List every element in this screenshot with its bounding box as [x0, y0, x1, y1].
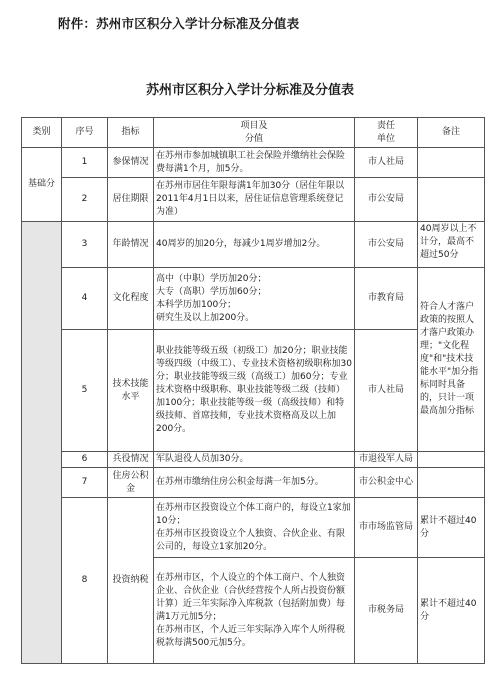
remark-cell: 累计不超过40分 [418, 558, 485, 664]
score-table [21, 117, 485, 664]
seq-cell: 1 [62, 148, 108, 178]
category-cell: 基础分 [22, 148, 62, 222]
indicator-cell: 兵役情况 [108, 452, 154, 468]
indicator-cell: 技术技能水平 [108, 330, 154, 452]
item-cell: 40周岁的加20分，每减少1周岁增加2分。 [154, 222, 355, 268]
header-category: 类别 [22, 118, 62, 148]
header-unit: 责任 单位 [355, 118, 418, 148]
category-cell-blank [22, 222, 62, 664]
remark-cell [418, 148, 485, 178]
indicator-cell: 年龄情况 [108, 222, 154, 268]
header-indicator: 指标 [108, 118, 154, 148]
unit-cell: 市税务局 [355, 558, 418, 664]
unit-cell: 市市场监管局 [355, 498, 418, 558]
item-cell: 在苏州市区投资设立个体工商户的，每设立1家加10分； 在苏州市区投资设立个人独资、合伙企业、有限公司的，每设立1家加20分。 [154, 498, 355, 558]
item-cell: 在苏州市区，个人设立的个体工商户、个人独资企业、合伙企业（合伙经营按个人所占投资份额计算）近三年实际净入库税款（包括附加费）每满1万元加5分； 在苏州市区，个人近三年实际净入库个人所得税税款每满500元加5分。 [154, 558, 355, 664]
unit-cell: 市退役军人局 [355, 452, 418, 468]
remark-cell: 40周岁以上不计分，最高不超过50分 [418, 222, 485, 268]
unit-cell: 市人社局 [355, 330, 418, 452]
indicator-cell: 住房公积金 [108, 468, 154, 498]
indicator-cell: 参保情况 [108, 148, 154, 178]
seq-cell: 8 [62, 498, 108, 664]
table-row [22, 330, 485, 452]
unit-cell: 市公安局 [355, 222, 418, 268]
remark-cell [418, 468, 485, 498]
item-cell: 职业技能等级五级（初级工）加20分；职业技能等级四级（中级工）、专业技术资格初级职称加30分；职业技能等级三级（高级工）加60分；专业技术资格中级职称、职业技能等级二级（技师）加100分；职业技能等级一级（高级技师）和特级技师、首席技师，专业技术资格高及以上加200分。 [154, 330, 355, 452]
seq-cell: 7 [62, 468, 108, 498]
indicator-cell: 投资纳税 [108, 498, 154, 664]
remark-cell: 符合人才落户政策的按照人才落户政策办理；"文化程度"和"技术技能水平"加分指标同时具备的，只计一项最高加分指标 [418, 268, 485, 452]
seq-cell: 4 [62, 268, 108, 330]
seq-cell: 6 [62, 452, 108, 468]
table-row [22, 498, 485, 558]
table-row [22, 178, 485, 222]
table-title: 苏州市区积分入学计分标准及分值表 [145, 83, 354, 98]
header-seq: 序号 [62, 118, 108, 148]
table-row [22, 268, 485, 330]
item-cell: 高中（中职）学历加20分； 大专（高职）学历加60分； 本科学历加100分； 研究生及以上加200分。 [154, 268, 355, 330]
header-item-score: 项目及 分值 [154, 118, 355, 148]
indicator-cell: 居住期限 [108, 178, 154, 222]
unit-cell: 市教育局 [355, 268, 418, 330]
remark-cell [418, 452, 485, 468]
item-cell: 在苏州市参加城镇职工社会保险并缴纳社会保险费每满1个月，加5分。 [154, 148, 355, 178]
table-row [22, 148, 485, 178]
unit-cell: 市公积金中心 [355, 468, 418, 498]
table-row [22, 468, 485, 498]
attachment-heading: 附件：苏州市区积分入学计分标准及分值表 [58, 16, 300, 31]
unit-cell: 市人社局 [355, 148, 418, 178]
indicator-cell: 文化程度 [108, 268, 154, 330]
unit-cell: 市公安局 [355, 178, 418, 222]
seq-cell: 2 [62, 178, 108, 222]
item-cell: 在苏州市缴纳住房公积金每满一年加5分。 [154, 468, 355, 498]
item-cell: 军队退役人员加30分。 [154, 452, 355, 468]
remark-cell [418, 178, 485, 222]
table-row [22, 222, 485, 268]
remark-cell: 累计不超过40分 [418, 498, 485, 558]
seq-cell: 3 [62, 222, 108, 268]
table-row [22, 452, 485, 468]
seq-cell: 5 [62, 330, 108, 452]
item-cell: 在苏州市居住年限每满1年加30分（居住年限以2011年4月1日以来，居住证信息管理系统登记为准） [154, 178, 355, 222]
header-remark: 备注 [418, 118, 485, 148]
